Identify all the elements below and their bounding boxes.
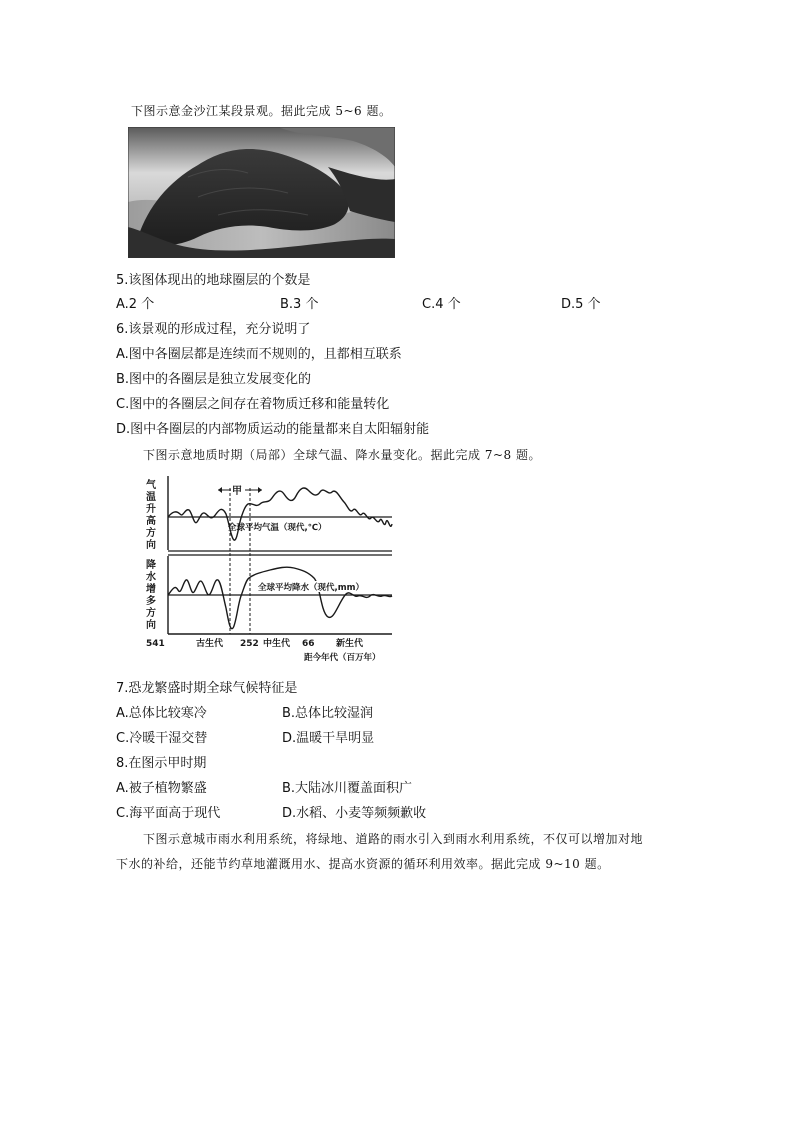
section3-intro-line2: 下水的补给，还能节约草地灌溉用水、提高水资源的循环利用效率。据此完成 9~10 题。 xyxy=(116,857,610,871)
precipitation-curve xyxy=(168,567,392,629)
x-tick-66: 66 xyxy=(302,639,315,649)
top-axis-char-4: 方 xyxy=(146,528,156,539)
section3-intro-line1: 下图示意城市雨水利用系统，将绿地、道路的雨水引入到雨水利用系统，不仅可以增加对地 xyxy=(143,832,644,846)
q6-option-c: C.图中的各圈层之间存在着物质迁移和能量转化 xyxy=(116,397,390,412)
geologic-climate-chart xyxy=(142,474,396,664)
temp-line-label: 全球平均气温（现代,℃） xyxy=(228,523,327,533)
jinsha-river-landscape-photo xyxy=(128,127,395,258)
q5-option-a: A.2 个 xyxy=(116,297,155,312)
top-axis-char-2: 升 xyxy=(146,504,156,515)
top-axis-char-3: 高 xyxy=(146,516,156,527)
x-tick-541: 541 xyxy=(146,639,165,649)
top-axis-char-5: 向 xyxy=(146,540,156,551)
q7-option-b: B.总体比较湿润 xyxy=(282,706,374,721)
x-tick-paleozoic: 古生代 xyxy=(196,639,224,649)
q7-option-c: C.冷暖干湿交替 xyxy=(116,731,208,746)
q6-stem: 6.该景观的形成过程，充分说明了 xyxy=(116,322,311,337)
q6-option-a: A.图中各圈层都是连续而不规则的，且都相互联系 xyxy=(116,347,402,362)
x-tick-cenozoic: 新生代 xyxy=(336,639,364,649)
section1-intro: 下图示意金沙江某段景观。据此完成 5~6 题。 xyxy=(131,104,392,118)
x-axis-title: 距今年代（百万年） xyxy=(304,653,381,663)
precip-line-label: 全球平均降水（现代,mm） xyxy=(258,583,364,593)
q7-option-a: A.总体比较寒冷 xyxy=(116,706,207,721)
x-tick-252: 252 xyxy=(240,639,259,649)
q7-stem: 7.恐龙繁盛时期全球气候特征是 xyxy=(116,681,298,696)
bottom-axis-char-0: 降 xyxy=(146,560,156,571)
q8-option-a: A.被子植物繁盛 xyxy=(116,781,207,796)
q8-option-b: B.大陆冰川覆盖面积广 xyxy=(282,781,413,796)
q6-option-b: B.图中的各圈层是独立发展变化的 xyxy=(116,372,312,387)
top-axis-char-0: 气 xyxy=(146,480,156,491)
q8-option-d: D.水稻、小麦等频频歉收 xyxy=(282,806,427,821)
bottom-axis-char-4: 方 xyxy=(146,608,156,619)
q6-option-d: D.图中各圈层的内部物质运动的能量都来自太阳辐射能 xyxy=(116,422,430,437)
period-bracket-arrow-right xyxy=(258,487,262,493)
section2-intro: 下图示意地质时期（局部）全球气温、降水量变化。据此完成 7~8 题。 xyxy=(143,448,541,462)
q5-option-c: C.4 个 xyxy=(422,297,461,312)
bottom-axis-char-1: 水 xyxy=(146,572,156,583)
top-axis-char-1: 温 xyxy=(146,492,156,503)
q5-option-d: D.5 个 xyxy=(561,297,601,312)
q8-option-c: C.海平面高于现代 xyxy=(116,806,221,821)
bottom-axis-char-5: 向 xyxy=(146,620,156,631)
x-tick-mesozoic: 中生代 xyxy=(263,639,291,649)
q7-option-d: D.温暖干旱明显 xyxy=(282,731,375,746)
q5-option-b: B.3 个 xyxy=(280,297,319,312)
q5-stem: 5.该图体现出的地球圈层的个数是 xyxy=(116,273,311,288)
period-label: 甲 xyxy=(232,486,242,497)
bottom-axis-char-2: 增 xyxy=(146,584,156,595)
q8-stem: 8.在图示甲时期 xyxy=(116,756,207,771)
bottom-axis-char-3: 多 xyxy=(146,596,156,607)
period-bracket-arrow-left xyxy=(218,487,222,493)
